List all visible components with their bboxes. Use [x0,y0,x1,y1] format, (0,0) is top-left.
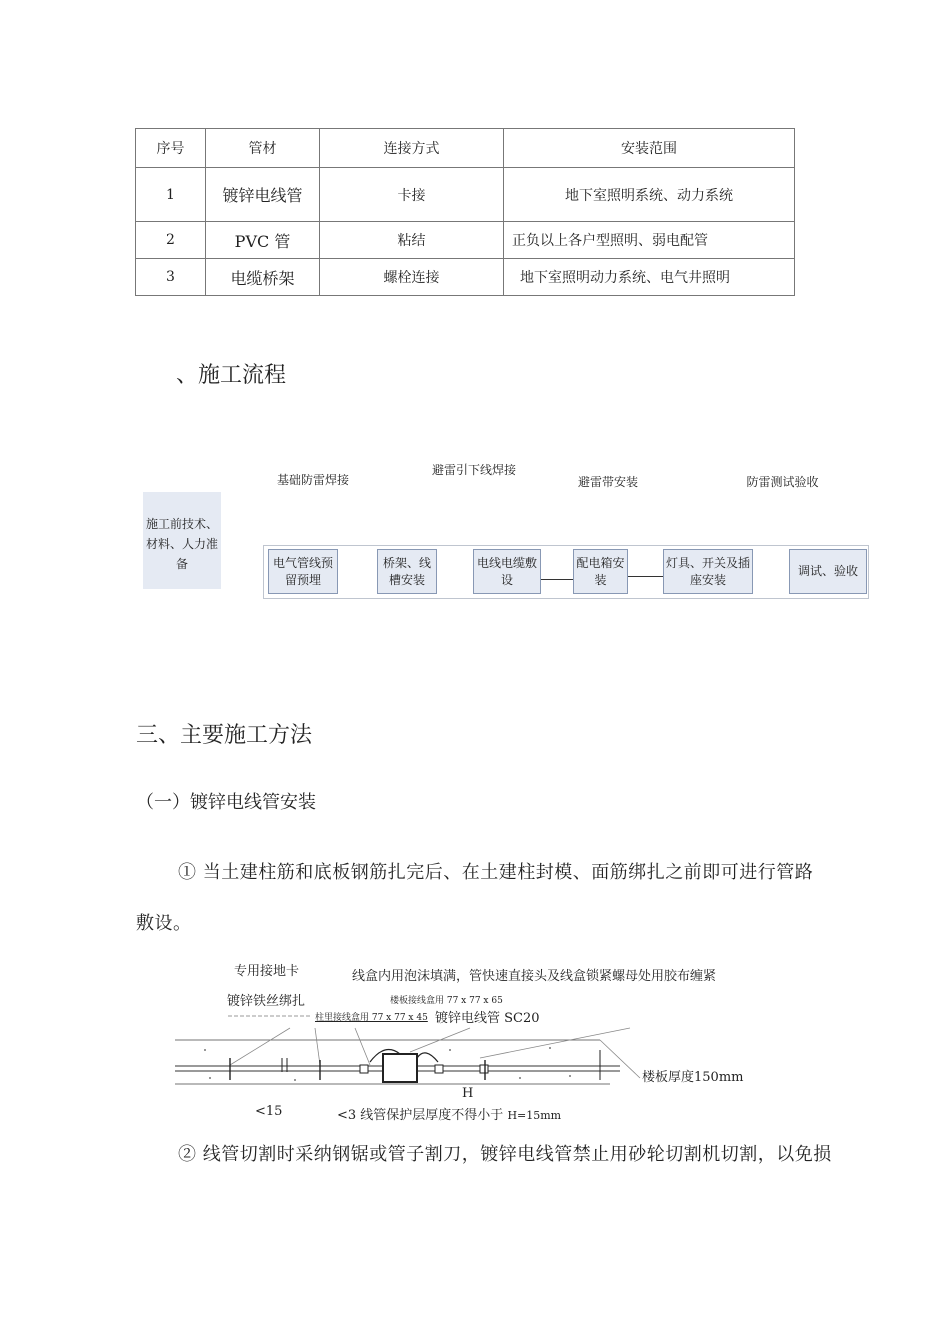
flow-connector [628,576,663,577]
section-heading-flow: 、施工流程 [176,363,287,388]
table-cell: 3 [136,259,206,296]
table-row [136,259,795,296]
label-slab-thickness: 楼板厚度150mm [642,1070,744,1085]
table-cell: 粘结 [320,222,504,259]
flow-step: 桥架、线槽安装 [377,549,437,594]
label-wire-tie: 镀锌铁丝绑扎 [227,994,306,1009]
header-cell: 序号 [136,129,206,168]
paragraph-1-line-1: ① 当土建柱筋和底板钢筋扎完后、在土建柱封模、面筋绑扎之前即可进行管路 [178,862,814,883]
prep-box: 施工前技术、材料、人力准备 [143,492,221,589]
section-heading-methods: 三、主要施工方法 [136,723,313,748]
flow-container [263,545,869,599]
flow-step: 配电箱安装 [573,549,628,594]
flow-top-label: 基础防雷焊接 [276,473,349,487]
table-cell: 1 [136,168,206,222]
label-h: H [462,1086,474,1101]
flow-step: 调试、验收 [789,549,867,594]
flow-top-label: 避雷引下线焊接 [432,463,517,477]
table-cell: 2 [136,222,206,259]
table-header-row [136,129,795,168]
table-cell: 地下室照明系统、动力系统 [504,168,795,222]
label-column-box: 柱里接线盒用 77 x 77 x 45 [315,1013,428,1023]
flow-connector [541,579,573,580]
table-row [136,222,795,259]
table-row [136,168,795,222]
label-cover-h: H=15mm [507,1109,562,1122]
label-conduit: 镀锌电线管 SC20 [435,1011,540,1026]
paragraph-1-line-2: 敷设。 [136,913,192,934]
flow-step: 灯具、开关及插座安装 [663,549,753,594]
conduit-drawing [170,1010,770,1100]
table-cell: 电缆桥架 [206,259,320,296]
label-ground-clip: 专用接地卡 [234,964,300,979]
label-lt15: <15 [255,1104,283,1119]
table-cell: 卡接 [320,168,504,222]
table-cell: PVC 管 [206,222,320,259]
label-cover [337,1104,561,1123]
label-foam-fill: 线盒内用泡沫填满，管快速直接头及线盒锁紧螺母处用胶布缠紧 [352,969,717,984]
table-cell: 镀锌电线管 [206,168,320,222]
subsection-heading: （一）镀锌电线管安装 [136,792,316,813]
flow-step: 电线电缆敷设 [473,549,541,594]
header-cell: 管材 [206,129,320,168]
header-cell: 安装范围 [504,129,795,168]
flow-step: 电气管线预留预埋 [268,549,338,594]
paragraph-2: ② 线管切割时采纳钢锯或管子割刀，镀锌电线管禁止用砂轮切割机切割，以免损 [178,1144,832,1165]
label-cover-text: <3 线管保护层厚度不得小于 [337,1108,504,1123]
table-cell: 螺栓连接 [320,259,504,296]
flow-top-label: 防雷测试验收 [746,475,819,489]
header-cell: 连接方式 [320,129,504,168]
table-cell: 正负以上各户型照明、弱电配管 [504,222,795,259]
material-table [135,128,795,296]
label-slab-box: 楼板接线盒用 77 x 77 x 65 [390,996,503,1006]
table-cell: 地下室照明动力系统、电气井照明 [504,259,795,296]
flow-top-label: 避雷带安装 [577,475,638,489]
